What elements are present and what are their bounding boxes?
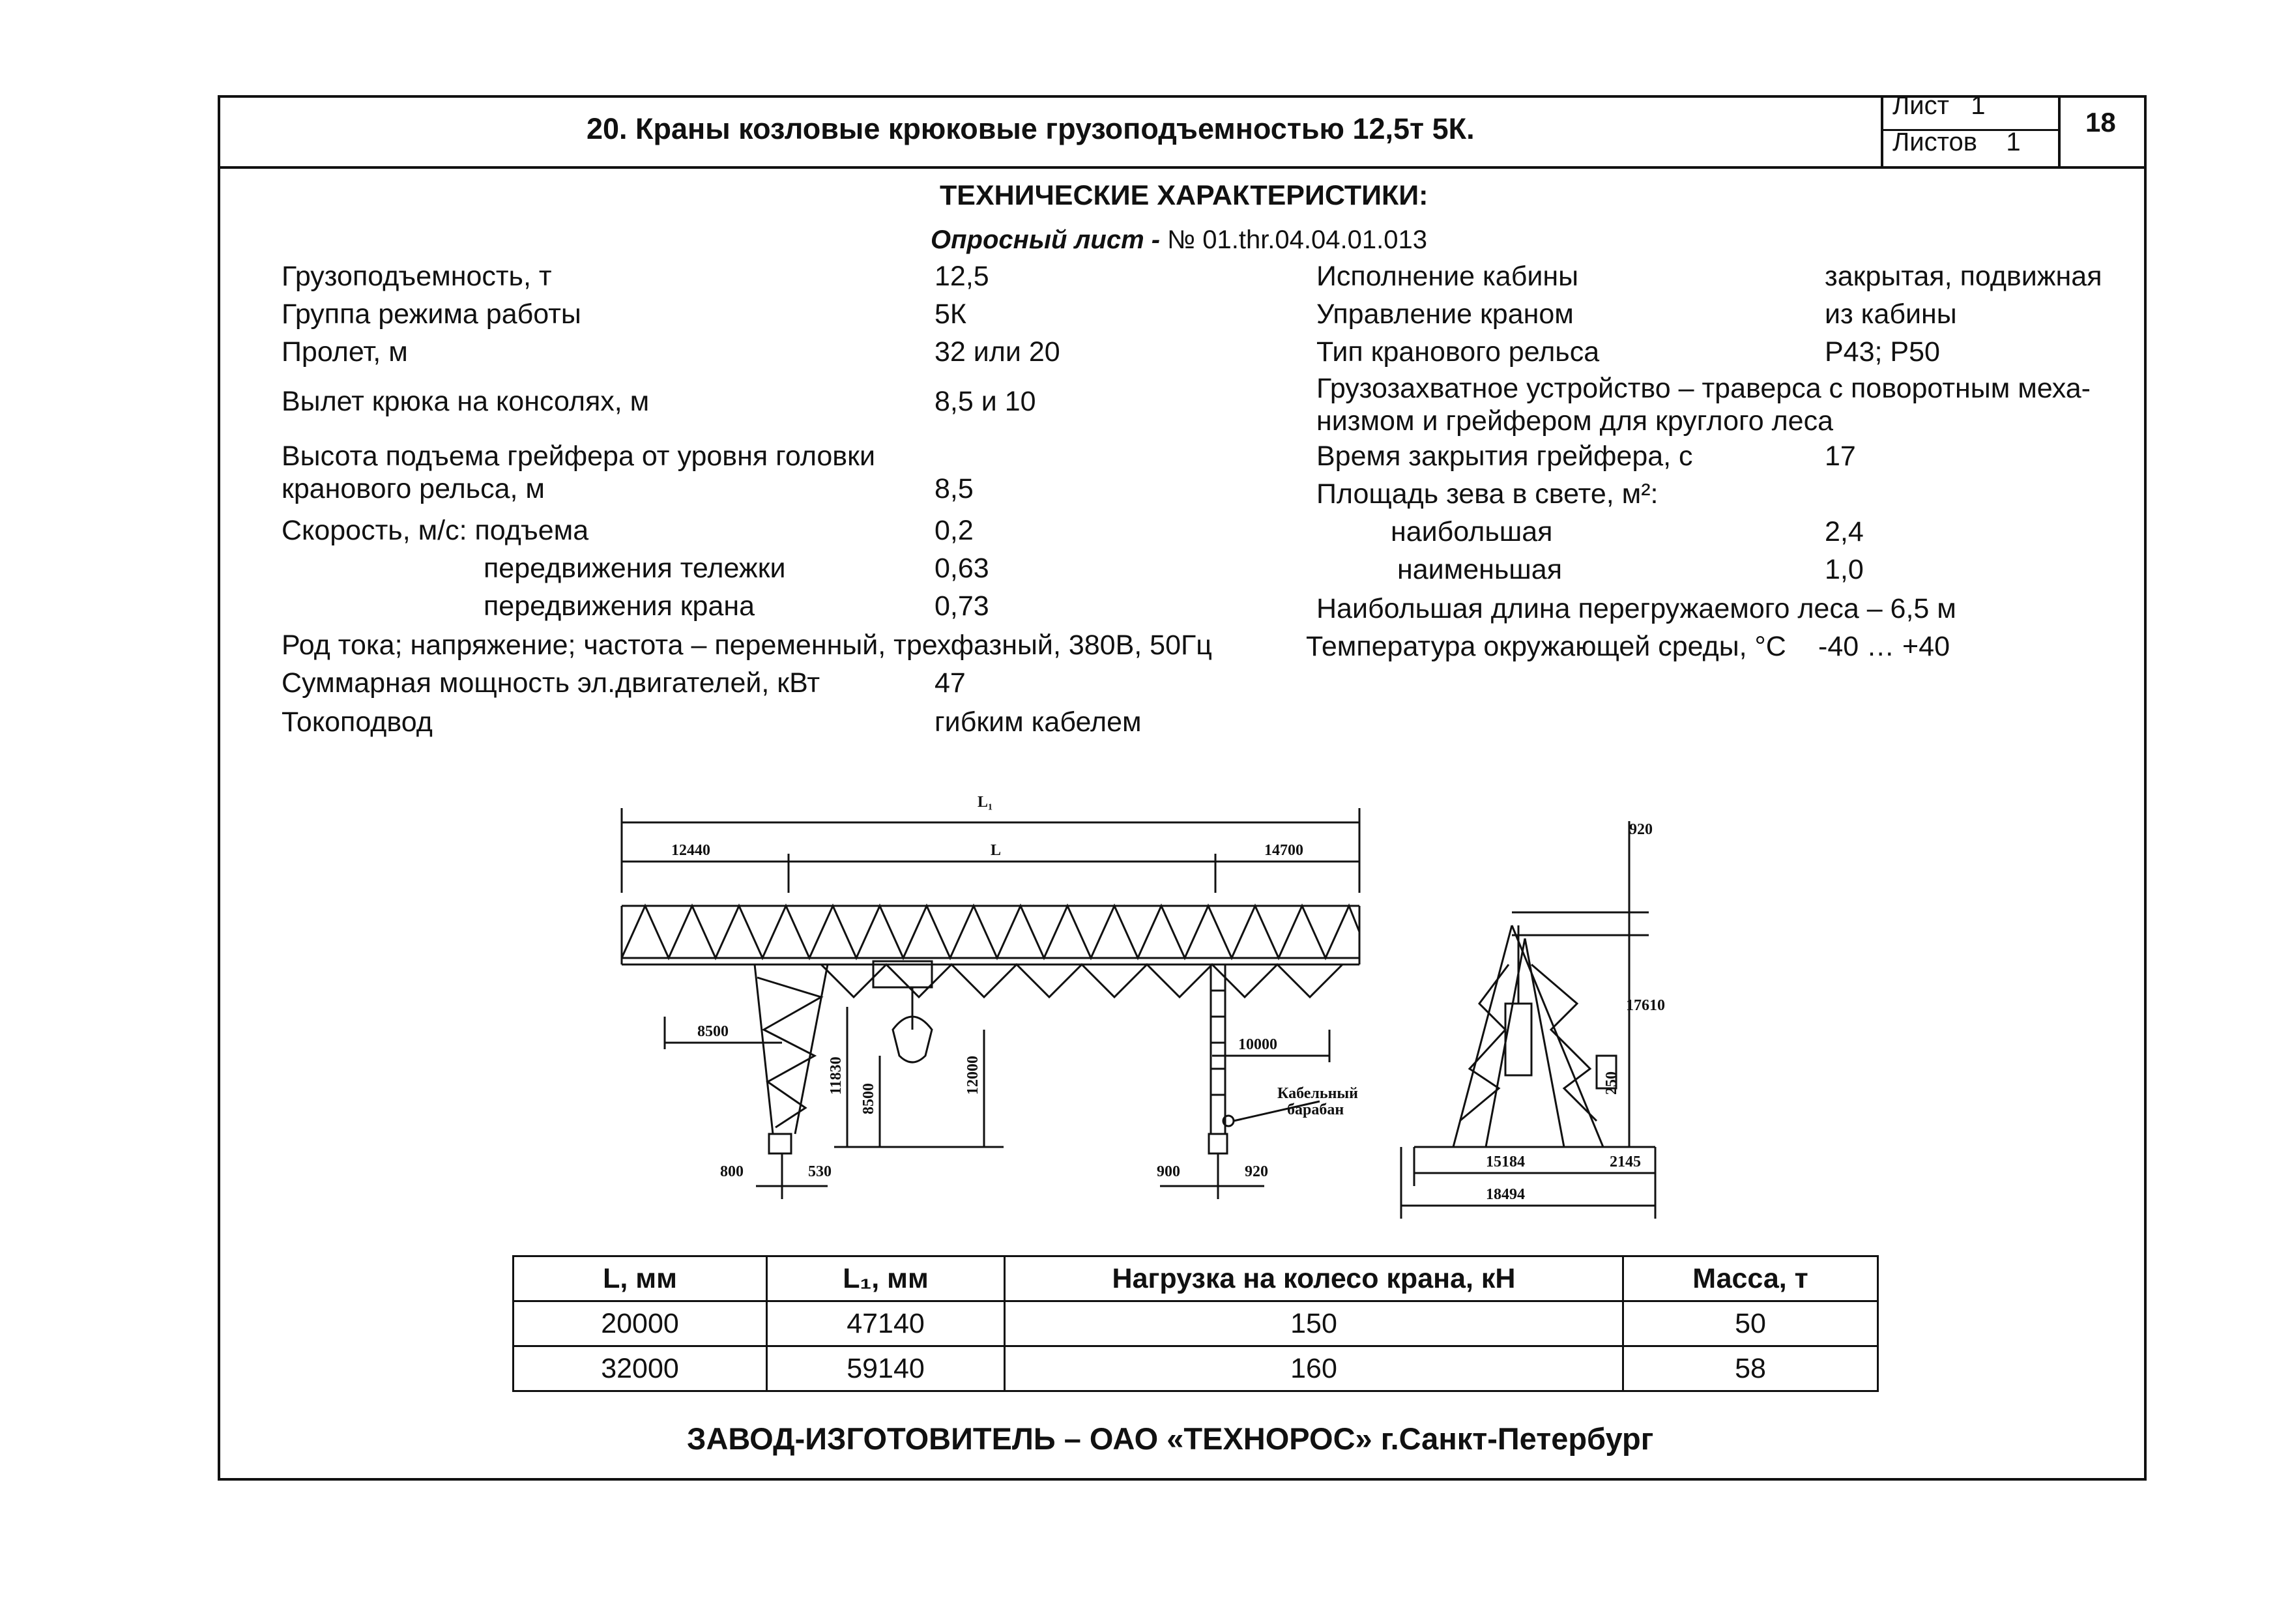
dim-h2: 8500 — [860, 1083, 877, 1114]
crane-params-table — [512, 1255, 1879, 1392]
table-header-row — [514, 1256, 1878, 1301]
table-cell: 150 — [1005, 1301, 1623, 1346]
sheets-label: Листов 1 — [1892, 128, 2021, 156]
spec-label-span: Пролет, м — [282, 336, 408, 368]
dim-h3: 12000 — [964, 1056, 981, 1095]
spec-label-jaw-max: наибольшая — [1391, 516, 1553, 547]
spec-label-capacity: Грузоподъемность, т — [282, 261, 552, 292]
spec-value-speed-lift: 0,2 — [935, 515, 974, 546]
table-cell: 47140 — [767, 1301, 1005, 1346]
dim-l: L — [991, 842, 1002, 859]
spec-label-jaw-area: Площадь зева в свете, м²: — [1316, 478, 1659, 510]
table-header-cell: L, мм — [514, 1256, 767, 1301]
dim-foot-left1: 800 — [720, 1163, 744, 1180]
dim-side-top: 920 — [1629, 821, 1653, 838]
cable-drum-label-2: барабан — [1287, 1101, 1344, 1118]
spec-value-mode: 5К — [935, 298, 966, 330]
spec-label-control: Управление краном — [1316, 298, 1574, 330]
spec-label-rail: Тип кранового рельса — [1316, 336, 1600, 368]
header-divider — [218, 166, 2147, 169]
table-cell: 32000 — [514, 1346, 767, 1391]
spec-label-jaw-min: наименьшая — [1397, 554, 1563, 585]
section-title: ТЕХНИЧЕСКИЕ ХАРАКТЕРИСТИКИ: — [940, 180, 1428, 211]
dim-right-console: 14700 — [1264, 842, 1303, 859]
dim-side-small: 250 — [1603, 1071, 1620, 1095]
table-cell: 50 — [1623, 1301, 1878, 1346]
table-cell: 58 — [1623, 1346, 1878, 1391]
spec-value-jaw-min: 1,0 — [1825, 554, 1864, 585]
dim-foot-right1: 900 — [1157, 1163, 1180, 1180]
dim-l1: L₁ — [978, 794, 993, 811]
spec-label-gripper-2: низмом и грейфером для круглого леса — [1316, 405, 1834, 437]
spec-label-mode: Группа режима работы — [282, 298, 581, 330]
spec-label-temperature: Температура окружающей среды, °С — [1306, 631, 1786, 662]
spec-value-cabin: закрытая, подвижная — [1825, 261, 2102, 292]
table-header-cell: Нагрузка на колесо крана, кН — [1005, 1256, 1623, 1301]
manufacturer-footer: ЗАВОД-ИЗГОТОВИТЕЛЬ – ОАО «ТЕХНОРОС» г.Санкт-Петербург — [687, 1421, 1654, 1456]
spec-label-lift-height: Высота подъема грейфера от уровня головки — [282, 441, 875, 472]
spec-label-cabin: Исполнение кабины — [1316, 261, 1579, 292]
spec-value-power: 47 — [935, 667, 966, 699]
dim-base3: 18494 — [1486, 1186, 1525, 1203]
spec-value-speed-trolley: 0,63 — [935, 553, 989, 584]
table-row — [514, 1346, 1878, 1391]
dim-foot-right2: 920 — [1245, 1163, 1268, 1180]
table-row — [514, 1301, 1878, 1346]
spec-label-log-length: Наибольшая длина перегружаемого леса – 6,5 м — [1316, 593, 1956, 624]
spec-label-lift-height-2: кранового рельса, м — [282, 473, 545, 504]
sheet-label: Лист 1 — [1892, 91, 1986, 120]
dim-h1: 11830 — [828, 1056, 845, 1095]
dim-hook-left: 8500 — [697, 1023, 729, 1040]
spec-label-speed-trolley: передвижения тележки — [484, 553, 786, 584]
spec-value-rail: Р43; Р50 — [1825, 336, 1940, 368]
side-gripper — [1505, 1004, 1531, 1075]
spec-label-close-time: Время закрытия грейфера, с — [1316, 441, 1693, 472]
dim-hook-right: 10000 — [1238, 1036, 1277, 1053]
dim-base2: 2145 — [1610, 1153, 1641, 1170]
spec-value-speed-crane: 0,73 — [935, 590, 989, 622]
spec-label-hook-reach: Вылет крюка на консолях, м — [282, 386, 650, 417]
spec-value-feed: гибким кабелем — [935, 706, 1142, 738]
table-cell: 160 — [1005, 1346, 1623, 1391]
spec-value-control: из кабины — [1825, 298, 1957, 330]
spec-value-jaw-max: 2,4 — [1825, 516, 1864, 547]
spec-label-speed-crane: передвижения крана — [484, 590, 755, 622]
spec-label-power: Суммарная мощность эл.двигателей, кВт — [282, 667, 820, 699]
dim-base1: 15184 — [1486, 1153, 1525, 1170]
spec-value-temperature: -40 … +40 — [1818, 631, 1950, 662]
dim-left-console: 12440 — [671, 842, 710, 859]
table-header-cell: L₁, мм — [767, 1256, 1005, 1301]
truss-diagonals — [622, 906, 1359, 958]
spec-value-hook-reach: 8,5 и 10 — [935, 386, 1036, 417]
spec-label-current: Род тока; напряжение; частота – переменный, трехфазный, 380В, 50Гц — [282, 630, 1212, 661]
table-cell: 59140 — [767, 1346, 1005, 1391]
crane-drawing — [587, 782, 1733, 1238]
spec-label-gripper: Грузозахватное устройство – траверса с поворотным меха- — [1316, 373, 2091, 404]
spec-value-lift-height: 8,5 — [935, 473, 974, 504]
page-number: 18 — [2085, 107, 2116, 138]
table-cell: 20000 — [514, 1301, 767, 1346]
spec-value-capacity: 12,5 — [935, 261, 989, 292]
spec-value-close-time: 17 — [1825, 441, 1856, 472]
dim-foot-left2: 530 — [808, 1163, 832, 1180]
questionnaire: Опросный лист - № 01.thr.04.04.01.013 — [931, 225, 1427, 254]
document-title: 20. Краны козловые крюковые грузоподъемностью 12,5т 5К. — [587, 112, 1475, 145]
spec-value-span: 32 или 20 — [935, 336, 1060, 368]
table-header-cell: Масса, т — [1623, 1256, 1878, 1301]
spec-label-speed-lift: Скорость, м/с: подъема — [282, 515, 589, 546]
cable-drum-label-1: Кабельный — [1277, 1085, 1358, 1102]
spec-label-feed: Токоподвод — [282, 706, 433, 738]
dim-side-height: 17610 — [1626, 997, 1665, 1014]
